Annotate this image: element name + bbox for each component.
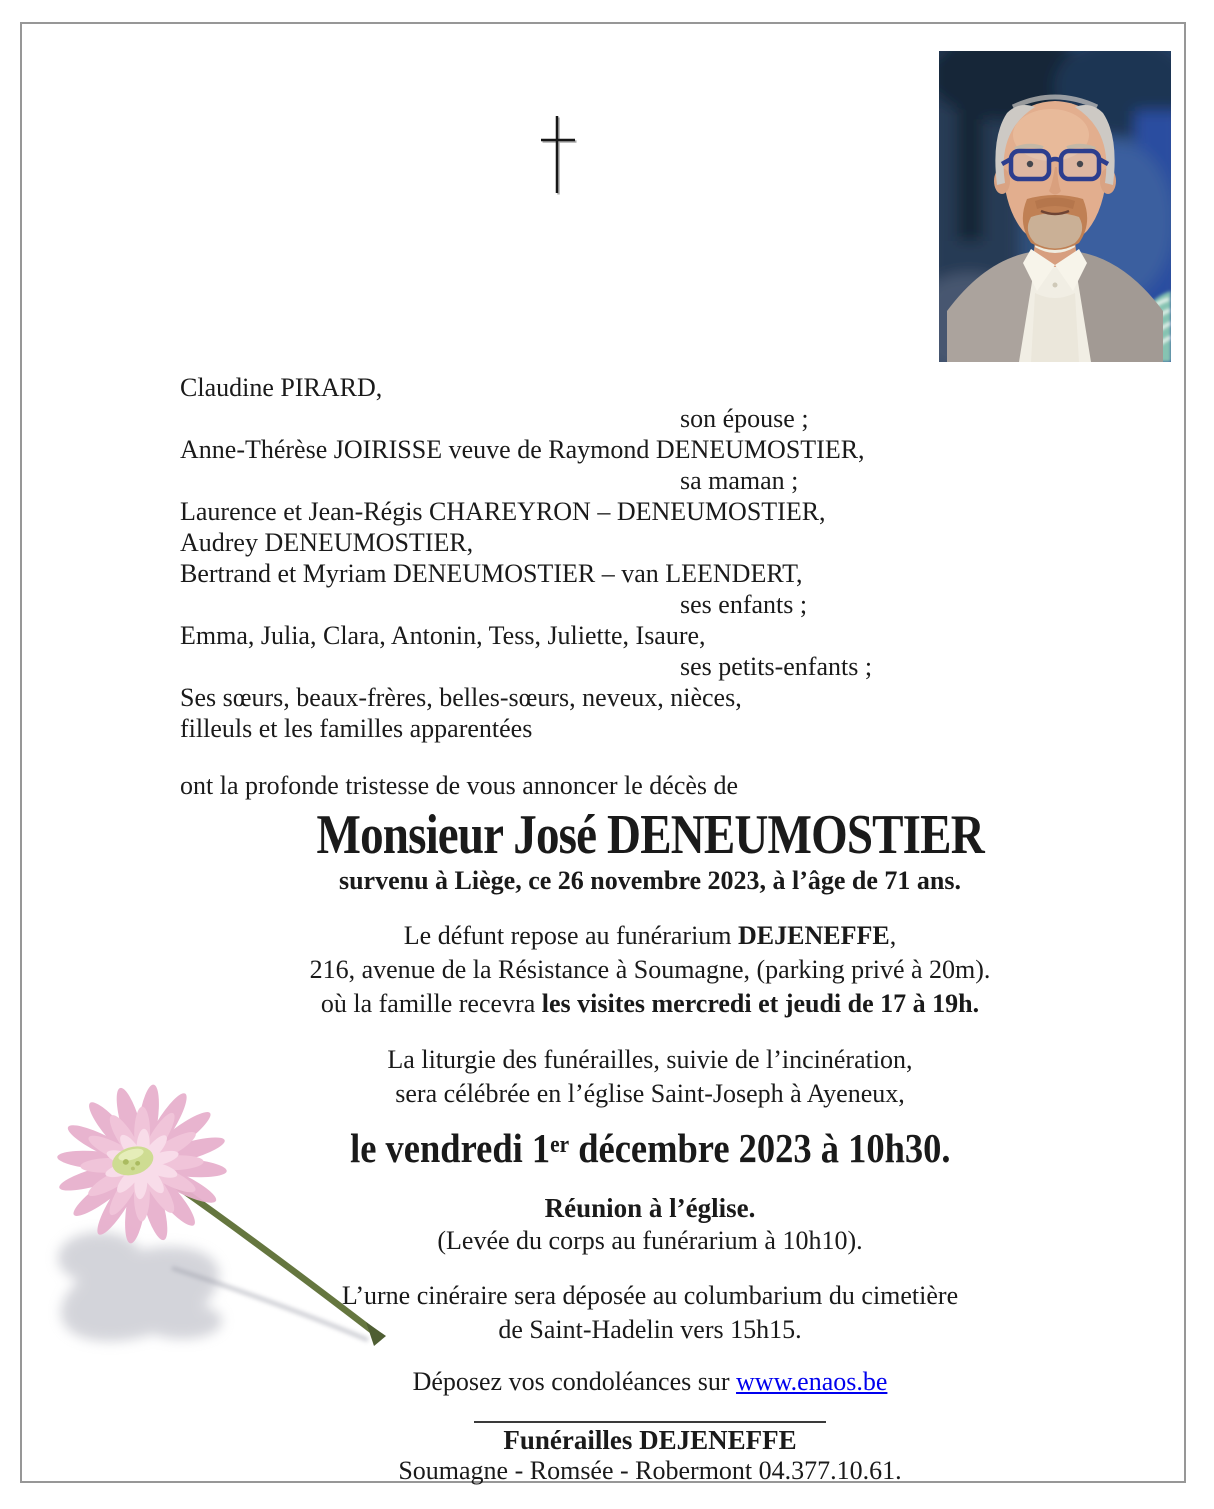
liturgy-line2: sera célébrée en l’église Saint-Joseph à Ayeneux, [395, 1079, 905, 1108]
family-relation-label: sa maman ; [680, 466, 799, 495]
funerarium-name: DEJENEFFE [738, 921, 890, 950]
family-line: filleuls et les familles apparentées [180, 714, 533, 743]
funerarium-block: Le défunt repose au funérarium DEJENEFFE, 216, avenue de la Résistance à Soumagne, (parking privé à 20m). où la famille recevra les visites mercredi et jeudi de 17 à 19h. [309, 921, 991, 1018]
liturgy-line1: La liturgie des funérailles, suivie de l’incinération, [387, 1045, 913, 1074]
funeral-home-locations: Soumagne - Romsée - Robermont 04.377.10.61. [398, 1456, 902, 1485]
family-line: Audrey DENEUMOSTIER, [180, 528, 474, 557]
funerarium-line1: Le défunt repose au funérarium [403, 921, 739, 950]
family-line: Claudine PIRARD, [180, 373, 383, 402]
family-line: Emma, Julia, Clara, Antonin, Tess, Juliette, Isaure, [180, 621, 706, 650]
columbarium-line1: L’urne cinéraire sera déposée au columbarium du cimetière [341, 1281, 959, 1310]
enaos-link[interactable]: www.enaos.be [736, 1367, 888, 1396]
latin-cross-icon [539, 112, 581, 203]
condolences-text: Déposez vos condoléances sur [412, 1367, 737, 1396]
levee-note: (Levée du corps au funérarium à 10h10). [437, 1226, 863, 1255]
visits-schedule: les visites mercredi et jeudi de 17 à 19h. [541, 989, 980, 1018]
ordinal-superscript: er [549, 1132, 569, 1158]
family-relation-label: ses petits-enfants ; [680, 652, 873, 681]
meeting-note: Réunion à l’église. [544, 1193, 756, 1223]
family-line: Ses sœurs, beaux-frères, belles-sœurs, neveux, nièces, [180, 683, 742, 712]
death-details: survenu à Liège, ce 26 novembre 2023, à l’âge de 71 ans. [338, 866, 962, 895]
portrait-photo [939, 51, 1171, 362]
family-relation-label: son épouse ; [680, 404, 809, 433]
liturgy-block [180, 1043, 1120, 1111]
columbarium-line2: de Saint-Hadelin vers 15h15. [498, 1315, 802, 1344]
funeral-home-name: Funérailles DEJENEFFE [503, 1425, 797, 1455]
announcement-body [180, 372, 1120, 1487]
family-line: Anne-Thérèse JOIRISSE veuve de Raymond DENEUMOSTIER, [180, 435, 865, 464]
footer-divider [474, 1421, 826, 1423]
family-list [180, 372, 1120, 744]
announcement-sentence: ont la profonde tristesse de vous annoncer le décès de [180, 771, 739, 800]
columbarium-block [180, 1279, 1120, 1347]
family-relation-label: ses enfants ; [680, 590, 808, 619]
funerarium-address: 216, avenue de la Résistance à Soumagne, (parking privé à 20m). [309, 955, 991, 984]
deceased-name-text: Monsieur José DENEUMOSTIER [316, 804, 984, 866]
deceased-name [180, 804, 1120, 866]
family-line: Bertrand et Myriam DENEUMOSTIER – van LEENDERT, [180, 559, 803, 588]
condolences-line [180, 1365, 1120, 1399]
ceremony-date: le vendredi 1er décembre 2023 à 10h30. [349, 1125, 951, 1171]
family-line: Laurence et Jean-Régis CHAREYRON – DENEUMOSTIER, [180, 497, 826, 526]
visits-line: où la famille recevra [320, 989, 542, 1018]
